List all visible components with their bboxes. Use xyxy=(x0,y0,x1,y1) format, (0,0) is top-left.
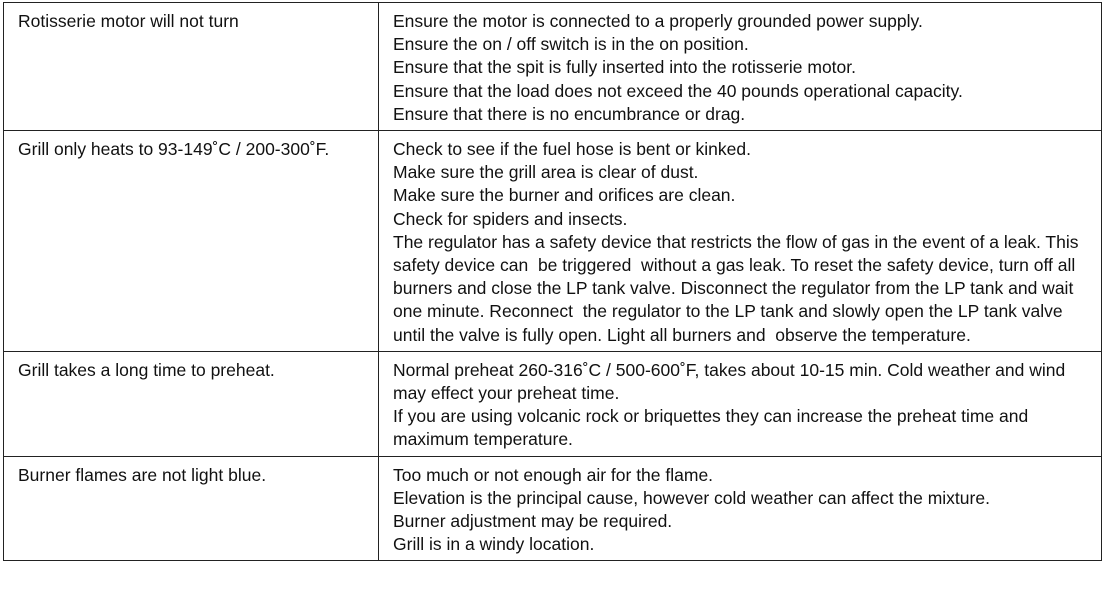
solution-line: Ensure the on / off switch is in the on position. xyxy=(393,34,749,55)
solution-cell xyxy=(379,3,1102,131)
solution-line: Ensure that the load does not exceed the 40 pounds operational capacity. xyxy=(393,80,963,101)
table-row xyxy=(4,3,1102,131)
troubleshooting-table xyxy=(3,2,1102,561)
solution-line: Make sure the grill area is clear of dust. xyxy=(393,162,699,183)
solution-cell xyxy=(379,351,1102,456)
solution-line: If you are using volcanic rock or briquettes they can increase the preheat time and maximum temperature. xyxy=(393,406,1034,450)
solution-line: Normal preheat 260-316˚C / 500-600˚F, takes about 10-15 min. Cold weather and wind may effect your preheat time. xyxy=(393,359,1071,404)
solution-line: Check for spiders and insects. xyxy=(393,208,628,229)
solution-line: Elevation is the principal cause, however cold weather can affect the mixture. xyxy=(393,487,990,508)
problem-cell: Grill takes a long time to preheat. xyxy=(4,351,379,456)
problem-cell: Rotisserie motor will not turn xyxy=(4,3,379,131)
solution-cell xyxy=(379,456,1102,561)
solution-cell xyxy=(379,131,1102,352)
solution-line: Grill is in a windy location. xyxy=(393,534,595,555)
solution-line: Check to see if the fuel hose is bent or kinked. xyxy=(393,139,751,160)
problem-cell: Burner flames are not light blue. xyxy=(4,456,379,561)
problem-cell: Grill only heats to 93-149˚C / 200-300˚F. xyxy=(4,131,379,352)
solution-line: Ensure the motor is connected to a properly grounded power supply. xyxy=(393,11,923,31)
solution-line: Make sure the burner and orifices are clean. xyxy=(393,185,736,206)
solution-line: The regulator has a safety device that restricts the flow of gas in the event of a leak. This safety device can be triggered without a gas leak. To reset the safety device, turn off all burners and close the LP tank valve. Disconnect the regulator from the LP tank and wait one minute. Reconnect the regulator to the LP tank and slowly open the LP tank valve until the valve is fully open. Light all burners and observe the temperature. xyxy=(393,231,1084,345)
solution-line: Ensure that there is no encumbrance or drag. xyxy=(393,103,746,124)
solution-line: Ensure that the spit is fully inserted into the rotisserie motor. xyxy=(393,57,856,78)
table-row xyxy=(4,131,1102,352)
table-row xyxy=(4,456,1102,561)
table-row xyxy=(4,351,1102,456)
solution-line: Burner adjustment may be required. xyxy=(393,511,673,532)
solution-line: Too much or not enough air for the flame. xyxy=(393,464,714,485)
